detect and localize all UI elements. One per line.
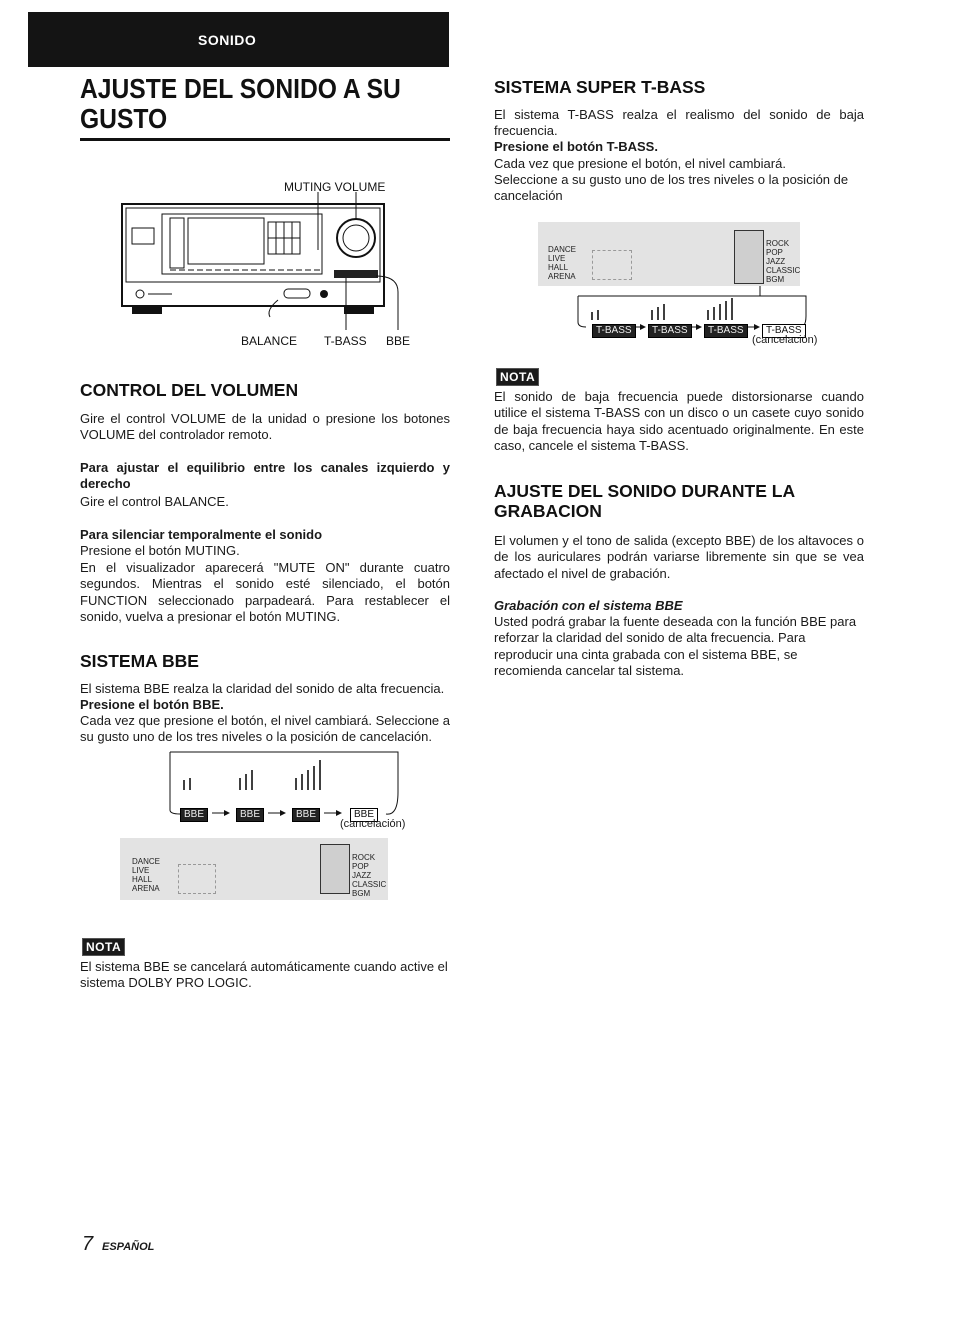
bbe-mode-classic: CLASSIC [352, 880, 387, 889]
footer-language: ESPAÑOL [102, 1241, 155, 1253]
bbe-mode-arena: ARENA [132, 884, 160, 893]
balance-label: BALANCE [241, 334, 298, 348]
tbass-mode-hall: HALL [548, 263, 569, 272]
tbass-mode-rock: ROCK [766, 239, 790, 248]
volumen-paragraph: Gire el control VOLUME de la unidad o presione los botones VOLUME del controlador remoto. [80, 411, 450, 443]
bbe-cancel-label: (cancelación) [340, 818, 406, 830]
bbe-mode-live: LIVE [132, 866, 150, 875]
bbe-level-meter [320, 844, 350, 894]
receiver-diagram [118, 192, 408, 332]
tbass-mode-live: LIVE [548, 254, 566, 263]
balance-subheading: Para ajustar el equilibrio entre los canales izquierdo y derecho [80, 460, 450, 491]
bbe-mode-pop: POP [352, 862, 369, 871]
page-title: AJUSTE DEL SONIDO A SU GUSTO [80, 73, 401, 134]
nota-tbass-text: El sonido de baja frecuencia puede distorsionarse cuando utilice el sistema T-BASS con un disco o un casete cuyo sonido de baja frecuencia haya sido acentuado originalmente. En este caso, cancele el sistema T-BASS. [494, 389, 864, 454]
tbass-paragraph-3: Seleccione a su gusto uno de los tres niveles o la posición de cancelación [494, 172, 849, 204]
tbass-seg-digits [592, 250, 632, 280]
bbe-level-1-badge: BBE [180, 804, 208, 822]
bbe-paragraph-1: El sistema BBE realza la claridad del sonido de alta frecuencia. [80, 681, 445, 696]
nota-badge-tbass: NOTA [496, 368, 539, 386]
nota-badge-bbe: NOTA [82, 938, 125, 956]
bbe-mode-jazz: JAZZ [352, 871, 372, 880]
balance-paragraph: Gire el control BALANCE. [80, 494, 229, 509]
grabacion-paragraph-2: Usted podrá grabar la fuente deseada con la función BBE para reforzar la claridad del sonido de alta frecuencia. Para reproducir una cinta grabada con el sistema BBE, se recomienda cancelar tal sistema. [494, 614, 857, 679]
bbe-label: BBE [386, 334, 411, 348]
tbass-cancel-label: (cancelación) [752, 334, 818, 346]
receiver-label-top: MUTING VOLUME [284, 180, 386, 194]
heading-super-tbass: SISTEMA SUPER T-BASS [494, 77, 706, 97]
heading-grabacion: AJUSTE DEL SONIDO DURANTE LA GRABACION [494, 481, 795, 521]
tbass-level-meter [734, 230, 764, 284]
grabacion-paragraph-1: El volumen y el tono de salida (excepto BBE) de los altavoces o de los auriculares podrán variarse libremente sin que se vea afectado el nivel de grabación. [494, 533, 864, 581]
tbass-label: T-BASS [324, 334, 367, 348]
tbass-mode-classic: CLASSIC [766, 266, 801, 275]
section-header-tab [28, 12, 449, 67]
heading-sistema-bbe: SISTEMA BBE [80, 651, 199, 671]
page-number: 7 [82, 1233, 94, 1255]
tbass-paragraph-1: El sistema T-BASS realza el realismo del sonido de baja frecuencia. [494, 107, 864, 139]
bbe-level-2-badge: BBE [236, 804, 264, 822]
tbass-mode-dance: DANCE [548, 245, 577, 254]
tbass-mode-pop: POP [766, 248, 783, 257]
tbass-level-2-badge: T-BASS [648, 320, 692, 338]
bbe-mode-dance: DANCE [132, 857, 161, 866]
bbe-seg-digits [178, 864, 216, 894]
grabacion-bbe-subheading: Grabación con el sistema BBE [494, 598, 683, 613]
muting-paragraph-1: Presione el botón MUTING. [80, 543, 240, 558]
bbe-mode-hall: HALL [132, 875, 153, 884]
section-header-label: SONIDO [198, 32, 257, 48]
muting-paragraph-2: En el visualizador aparecerá "MUTE ON" durante cuatro segundos. Mientras el sonido esté silenciado, el botón FUNCTION seleccionado parpadeará. Para restablecer el sonido, vuelva a presionar el botón MUTING. [80, 560, 450, 625]
tbass-press-button: Presione el botón T-BASS. [494, 139, 658, 154]
bbe-display-panel [120, 838, 388, 900]
bbe-mode-bgm: BGM [352, 889, 371, 898]
tbass-mode-bgm: BGM [766, 275, 785, 284]
tbass-level-3-badge: T-BASS [704, 320, 748, 338]
tbass-mode-arena: ARENA [548, 272, 576, 281]
tbass-paragraph-2: Cada vez que presione el botón, el nivel cambiará. [494, 156, 786, 171]
bbe-press-button: Presione el botón BBE. [80, 697, 224, 712]
tbass-level-1-badge: T-BASS [592, 320, 636, 338]
tbass-cancel-badge: T-BASS [762, 320, 806, 338]
tbass-display-panel [538, 222, 800, 286]
bbe-mode-rock: ROCK [352, 853, 376, 862]
bbe-level-3-badge: BBE [292, 804, 320, 822]
bbe-cancel-badge: BBE [350, 804, 378, 822]
tbass-mode-jazz: JAZZ [766, 257, 786, 266]
nota-bbe-text: El sistema BBE se cancelará automáticamente cuando active el sistema DOLBY PRO LOGIC. [80, 959, 448, 991]
title-rule [80, 138, 450, 141]
muting-subheading: Para silenciar temporalmente el sonido [80, 527, 323, 542]
heading-control-volumen: CONTROL DEL VOLUMEN [80, 380, 299, 400]
bbe-paragraph-2: Cada vez que presione el botón, el nivel cambiará. Seleccione a su gusto uno de los tres niveles o la posición de cancelación. [80, 713, 451, 745]
